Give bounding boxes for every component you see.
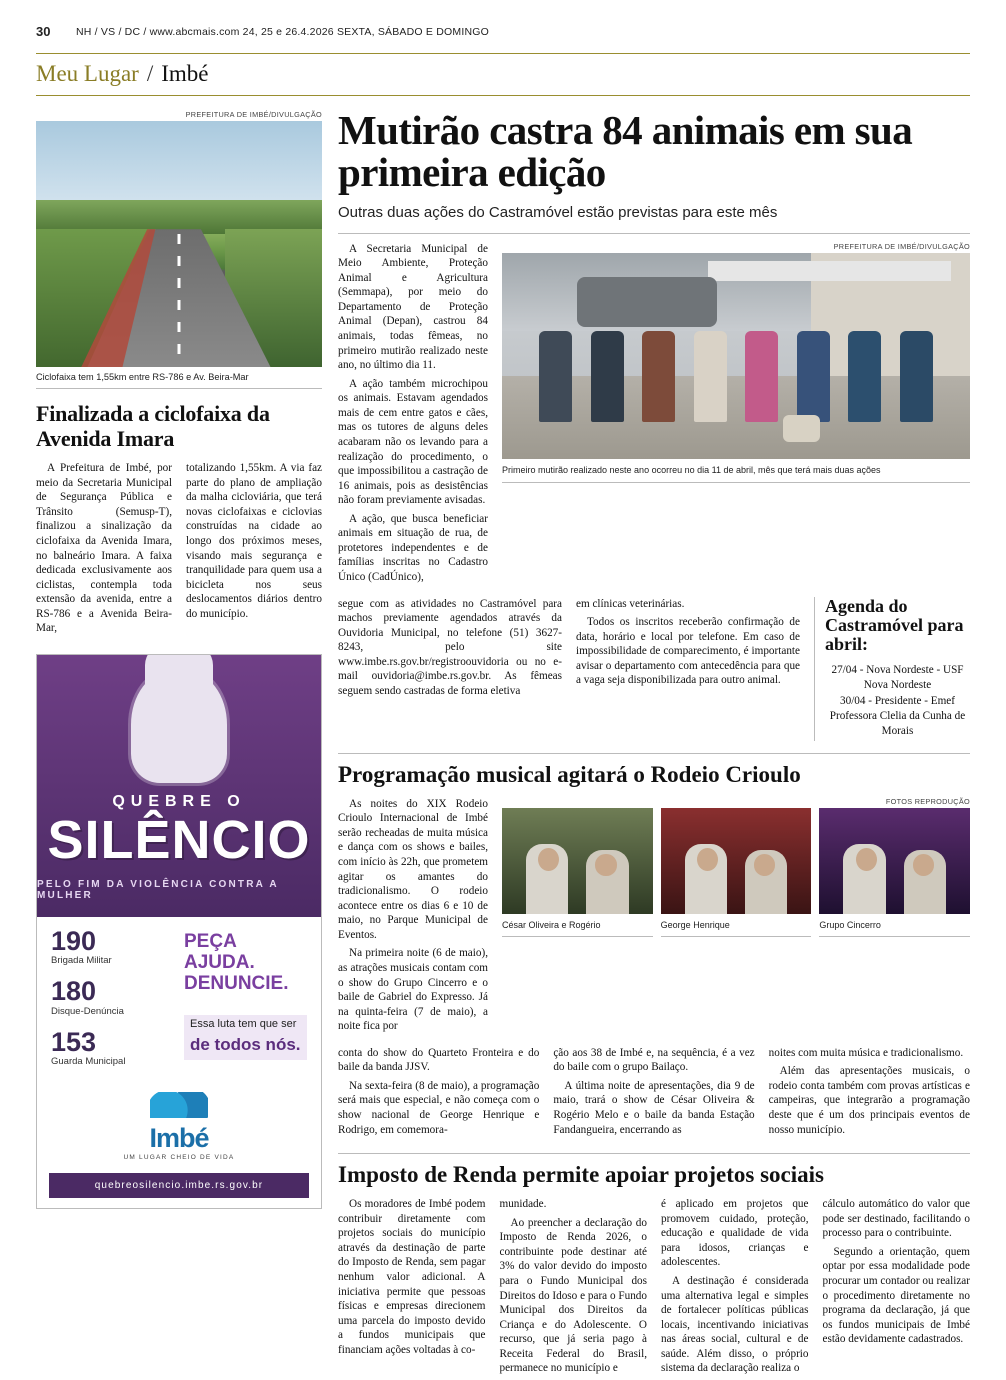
main-photo-caption: Primeiro mutirão realizado neste ano ocorreu no dia 11 de abril, mês que terá mais duas ações bbox=[502, 459, 970, 483]
imposto-grid bbox=[338, 1197, 970, 1380]
left-body-columns bbox=[36, 461, 322, 640]
divider bbox=[338, 1153, 970, 1154]
main-body-col-2 bbox=[338, 597, 562, 741]
ad-tagline: PELO FIM DA VIOLÊNCIA CONTRA A MULHER bbox=[37, 878, 279, 901]
imposto-body-col-1 bbox=[338, 1197, 486, 1380]
photo-lane-dashes bbox=[178, 234, 181, 362]
ad-phone-number: 180 bbox=[51, 976, 97, 1007]
page-columns bbox=[36, 107, 970, 1380]
road-photo bbox=[36, 121, 322, 367]
paragraph: Segundo a orientação, quem optar por essa modalidade pode procurar um contador ou realizar o procedimento diretamente no programa da declaração, já que os fundos municipais de Imbé estão devidamente cadastrados. bbox=[822, 1245, 970, 1346]
paragraph: é aplicado em projetos que promovem cuidado, proteção, educação e qualidade de vida para idosos, crianças e adolescentes. bbox=[661, 1198, 809, 1269]
main-photo-credit: PREFEITURA DE IMBÉ/DIVULGAÇÃO bbox=[833, 241, 970, 251]
photo-person bbox=[591, 331, 624, 422]
ad-logo-slogan: UM LUGAR CHEIO DE VIDA bbox=[123, 1153, 235, 1161]
ad-website-url[interactable]: quebreosilencio.imbe.rs.gov.br bbox=[49, 1173, 309, 1198]
paragraph: conta do show do Quarteto Fronteira e do baile da banda JJSV. bbox=[338, 1046, 540, 1074]
photo-person bbox=[797, 331, 830, 422]
paragraph: A destinação é considerada uma alternativa legal e simples de fortalecer políticas públicas locais, incentivando iniciativas nas áreas social, cultural e de saúde. Além disso, o próprio sistema da declaração realiza o bbox=[661, 1274, 809, 1375]
ad-slogan-line1: Essa luta tem que ser bbox=[184, 1015, 307, 1033]
imposto-body-col-3 bbox=[661, 1197, 809, 1380]
ad-logo bbox=[37, 1092, 321, 1161]
ad-logo-name: Imbé bbox=[149, 1122, 209, 1153]
advertisement[interactable] bbox=[36, 654, 322, 1209]
paragraph: A ação, que busca beneficiar animais em situação de rua, de protetores independentes e de famílias inscritas no Cadastro Único (CadÚnico), bbox=[338, 512, 488, 583]
photo-face bbox=[595, 854, 616, 875]
photo-person bbox=[642, 331, 675, 422]
paragraph: munidade. bbox=[499, 1198, 547, 1211]
artist-caption: César Oliveira e Rogério bbox=[502, 914, 653, 937]
page-number: 30 bbox=[36, 24, 51, 39]
rodeio-headline: Programação musical agitará o Rodeio Crioulo bbox=[338, 761, 801, 787]
rodeio-body-col-1 bbox=[338, 797, 488, 1038]
rodeio-photo-item bbox=[502, 808, 653, 937]
ad-kicker: QUEBRE O bbox=[112, 792, 246, 810]
paragraph: As noites do XIX Rodeio Crioulo Internacional de Imbé serão recheadas de muita música e dança com os shows e bailes, com início às 22h, que prometem agitar os amantes do tradicionalismo. O rodeio acontece entre os dias 6 e 10 de maio, no Parque Municipal de Eventos. bbox=[338, 797, 488, 941]
ad-cta-line2: DENUNCIE. bbox=[184, 973, 289, 995]
section-subtitle: Imbé bbox=[161, 61, 209, 86]
artist-caption: George Henrique bbox=[661, 914, 812, 937]
paragraph: Ao preencher a declaração do Imposto de Renda 2026, o contribuinte pode destinar até 3% do valor devido do imposto para o Fundo Municipal dos Direitos do Idoso e para o Fundo Municipal dos Direitos da Criança e do Adolescente. O recurso, que já seria pago à Receita Federal do Brasil, permanece no município e bbox=[499, 1216, 647, 1375]
ad-contacts bbox=[37, 917, 321, 1078]
paragraph: Os moradores de Imbé podem contribuir diretamente com projetos sociais do município através da destinação de parte do Imposto de Renda, sem pagar nenhum valor adicional. A iniciativa permite que pessoas físicas e empresas direcionem uma parcela do imposto devido a fundos municipais que financiam ações voltadas à co- bbox=[338, 1198, 486, 1356]
photo-person bbox=[900, 331, 933, 422]
masthead bbox=[36, 24, 970, 43]
agenda-item: 27/04 - Nova Nordeste - USF Nova Nordeste bbox=[831, 663, 964, 691]
photo-vehicle bbox=[577, 277, 717, 326]
ad-phone-label: Guarda Municipal bbox=[51, 1055, 126, 1067]
section-slash: / bbox=[146, 61, 154, 86]
main-body-col-1 bbox=[338, 242, 488, 589]
paragraph: em clínicas veterinárias. bbox=[576, 597, 685, 610]
rodeio-photo-item bbox=[819, 808, 970, 937]
ad-phone-number: 153 bbox=[51, 1026, 97, 1057]
photo-dog bbox=[783, 415, 820, 442]
left-body-col-2 bbox=[186, 461, 322, 640]
paragraph: noites com muita música e tradicionalismo. bbox=[768, 1046, 964, 1059]
rodeio-photo-item bbox=[661, 808, 812, 937]
photo-person bbox=[539, 331, 572, 422]
paragraph: segue com as atividades no Castramóvel para machos previamente agendados através da Ouvidoria Municipal, no telefone (51) 3627-8243, pelo site www.imbe.rs.gov.br/registroouvidoria ou no e-mail ouvidoria@imbe.rs.gov.br. As fêmeas seguem sendo castradas de forma eletiva bbox=[338, 597, 562, 697]
rodeio-body-col-3 bbox=[553, 1046, 754, 1141]
section-bar bbox=[36, 53, 970, 96]
ad-cta-line1: PEÇA AJUDA. bbox=[184, 930, 255, 974]
photo-tent bbox=[708, 261, 951, 282]
imposto-headline: Imposto de Renda permite apoiar projetos sociais bbox=[338, 1162, 824, 1188]
divider bbox=[338, 233, 970, 234]
paragraph: cálculo automático do valor que pode ser destinado, facilitando o processo para o contribuinte. bbox=[822, 1198, 970, 1240]
paragraph: Além das apresentações musicais, o rodeio conta também com provas artísticas e campeiras, que integrarão a programação deste que é um dos principais eventos de nosso município. bbox=[768, 1065, 970, 1136]
ad-phone-label: Disque-Denúncia bbox=[51, 1005, 124, 1017]
photo-person bbox=[745, 331, 778, 422]
ad-phone-number: 190 bbox=[51, 925, 97, 956]
paragraph: A Secretaria Municipal de Meio Ambiente, Proteção Animal e Agricultura (Semmapa), por meio do Departamento de Proteção Animal (Depan), castrou 84 animais, todas fêmeas, no primeiro mutirão realizado neste ano, no último dia 11. bbox=[338, 242, 488, 372]
main-story-grid bbox=[338, 242, 970, 589]
left-headline: Finalizada a ciclofaixa da Avenida Imara bbox=[36, 401, 270, 452]
paragraph: Na sexta-feira (8 de maio), a programação será mais que especial, e não começa com o show nacional de George Henrique e Rodrigo, em comemora- bbox=[338, 1079, 540, 1136]
paragraph: Na primeira noite (6 de maio), as atrações musicais contam com o show do Grupo Cincerro e o baile de Gabriel do Expresso. Já na quinta-feira (7 de maio), a noite fica por bbox=[338, 947, 488, 1033]
paragraph: A última noite de apresentações, dia 9 de maio, trará o show de César Oliveira & Rogério Melo e o baile da banda Estação Fandangueira, encerrando as bbox=[553, 1079, 755, 1136]
agenda-box bbox=[814, 597, 970, 741]
artist-photo bbox=[502, 808, 653, 914]
ad-slogan-line2: de todos nós. bbox=[184, 1033, 307, 1060]
photo-person bbox=[848, 331, 881, 422]
agenda-item: 30/04 - Presidente - Emef Professora Clelia da Cunha de Morais bbox=[829, 695, 966, 737]
masthead-meta: NH / VS / DC / www.abcmais.com 24, 25 e 26.4.2026 SEXTA, SÁBADO E DOMINGO bbox=[76, 26, 489, 38]
artist-caption: Grupo Cincerro bbox=[819, 914, 970, 937]
main-subheadline: Outras duas ações do Castramóvel estão previstas para este mês bbox=[338, 203, 778, 221]
ad-phone-label: Brigada Militar bbox=[51, 955, 112, 967]
paragraph: Todos os inscritos receberão confirmação de data, horário e local por telefone. Em caso de impossibilidade de comparecimento, é importante avisar o departamento com antecedência para que a vaga seja disponibilizada para outro animal. bbox=[576, 616, 800, 687]
rodeio-body-col-4 bbox=[769, 1046, 970, 1141]
artist-photo bbox=[819, 808, 970, 914]
rodeio-grid bbox=[338, 797, 970, 1038]
open-hand-icon bbox=[131, 671, 227, 783]
paragraph: ção aos 38 de Imbé e, na sequência, é a vez do baile com o grupo Bailaço. bbox=[553, 1046, 755, 1074]
wave-icon bbox=[150, 1092, 208, 1118]
paragraph: A ação também microchipou os animais. Estavam agendados mais de cem entre gatos e cães, mas os tutores de alguns deles acabaram não os levando para a realização do procedimento, o que impossibilitou a castração de 16 animais, pois as desistências não foram previamente avisadas. bbox=[338, 377, 488, 507]
rodeio-photo-credit: FOTOS REPRODUÇÃO bbox=[885, 796, 970, 806]
rodeio-continuation bbox=[338, 1046, 970, 1141]
ad-call-to-action bbox=[184, 927, 307, 1078]
ad-phone-list bbox=[51, 927, 174, 1078]
left-body-col-1 bbox=[36, 461, 172, 640]
ad-hero bbox=[37, 655, 321, 917]
rodeio-photo-row bbox=[502, 808, 970, 937]
main-continuation bbox=[338, 597, 970, 741]
road-photo-credit: PREFEITURA DE IMBÉ/DIVULGAÇÃO bbox=[185, 110, 322, 119]
photo-face bbox=[913, 854, 934, 875]
left-column bbox=[36, 110, 322, 1380]
ad-title: SILÊNCIO bbox=[47, 809, 311, 870]
paragraph: A Prefeitura de Imbé, por meio da Secretaria Municipal de Segurança Pública e Trânsito (Semusp-T), finalizou a sinalização da ciclofaixa da Avenida Imara, no balneário Imara. A faixa dedicada exclusivamente aos ciclistas, contempla toda extensão da avenida, entre a RS-786 e a Avenida Beira-Mar, bbox=[36, 462, 172, 635]
main-body-col-3 bbox=[576, 597, 800, 741]
rodeio-photo-block bbox=[502, 797, 970, 1038]
mutirao-photo bbox=[502, 253, 970, 459]
imposto-body-col-2 bbox=[500, 1197, 648, 1380]
rodeio-body-col-2 bbox=[338, 1046, 539, 1141]
photo-face bbox=[856, 848, 877, 871]
main-headline: Mutirão castra 84 animais em sua primeira edição bbox=[338, 107, 913, 195]
main-photo-block bbox=[502, 242, 970, 589]
photo-face bbox=[754, 854, 775, 875]
section-title: Meu Lugar bbox=[36, 61, 139, 86]
artist-photo bbox=[661, 808, 812, 914]
road-photo-caption: Ciclofaixa tem 1,55km entre RS-786 e Av. Beira-Mar bbox=[36, 367, 322, 389]
imposto-body-col-4 bbox=[823, 1197, 971, 1380]
photo-person bbox=[694, 331, 727, 422]
divider bbox=[338, 753, 970, 754]
agenda-title: Agenda do Castramóvel para abril: bbox=[825, 595, 964, 655]
paragraph: totalizando 1,55km. A via faz parte do plano de ampliação da malha cicloviária, que terá novas ciclofaixas e ciclovias construídas na cidade ao longo dos próximos meses, visando mais segurança e tranquilidade para quem usa a bicicleta nos seus deslocamentos diários dentro do município. bbox=[186, 462, 322, 620]
right-column bbox=[338, 107, 970, 1380]
